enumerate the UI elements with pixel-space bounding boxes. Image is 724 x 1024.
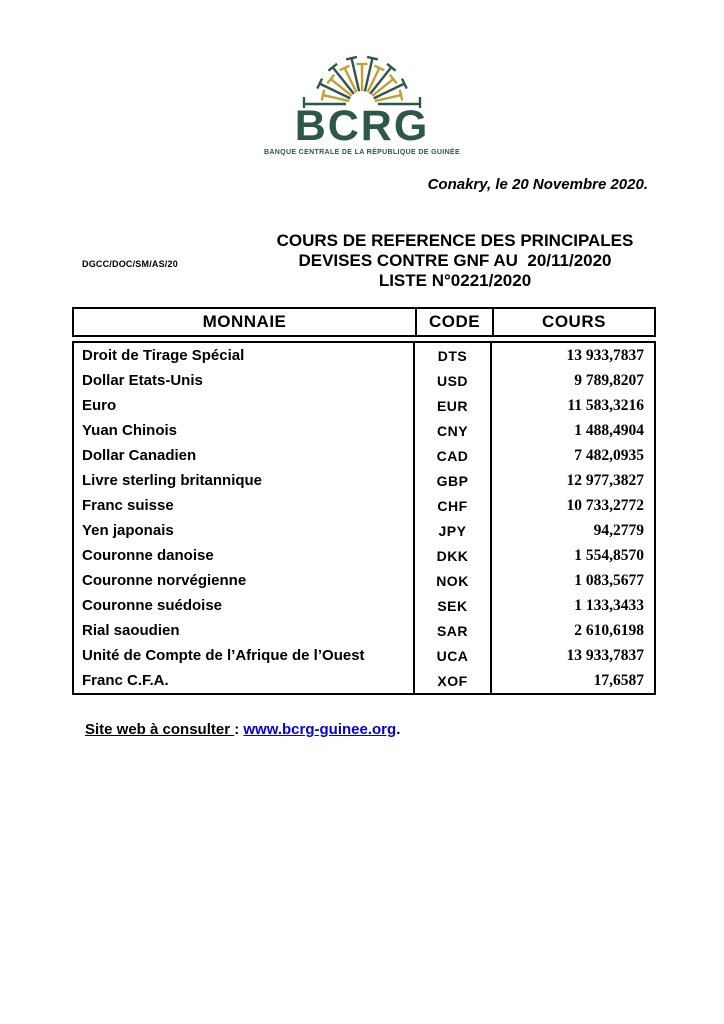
cell-code: SEK (415, 593, 492, 618)
table-row (74, 343, 654, 368)
document-title (155, 231, 724, 291)
site-label: Site web à consulter (85, 721, 235, 738)
date-line: Conakry, le 20 Novembre 2020. (427, 176, 648, 193)
cell-monnaie: Franc C.F.A. (74, 668, 415, 693)
header-monnaie: MONNAIE (202, 312, 287, 331)
cell-cours: 1 133,3433 (574, 596, 644, 614)
cell-cours: 1 554,8570 (574, 546, 644, 564)
reference-code: DGCC/DOC/SM/AS/20 (82, 259, 178, 269)
cell-code: CAD (415, 443, 492, 468)
cell-monnaie: Dollar Canadien (74, 443, 415, 468)
table-row (74, 368, 654, 393)
cell-monnaie: Dollar Etats-Unis (74, 368, 415, 393)
table-header-row (72, 307, 656, 337)
header-code: CODE (415, 309, 492, 335)
cell-monnaie: Couronne norvégienne (74, 568, 415, 593)
table-row (74, 668, 654, 693)
table-row (74, 443, 654, 468)
cell-code: GBP (415, 468, 492, 493)
table-row (74, 593, 654, 618)
cell-cours: 2 610,6198 (574, 621, 644, 639)
cell-monnaie: Yen japonais (74, 518, 415, 543)
cell-monnaie: Livre sterling britannique (74, 468, 415, 493)
cell-code: CHF (415, 493, 492, 518)
cell-code: JPY (415, 518, 492, 543)
cell-cours: 13 933,7837 (566, 646, 644, 664)
table-row (74, 493, 654, 518)
cell-cours: 17,6587 (593, 671, 644, 689)
bcrg-logo (0, 48, 724, 156)
table-row (74, 643, 654, 668)
title-line-1: COURS DE REFERENCE DES PRINCIPALES (276, 231, 634, 250)
cell-monnaie: Couronne suédoise (74, 593, 415, 618)
cell-code: XOF (415, 668, 492, 693)
cell-cours: 10 733,2772 (566, 496, 644, 514)
table-row (74, 393, 654, 418)
cell-cours: 9 789,8207 (574, 371, 644, 389)
cell-monnaie: Couronne danoise (74, 543, 415, 568)
cell-code: DTS (415, 343, 492, 368)
cell-cours: 94,2779 (593, 521, 644, 539)
cell-code: USD (415, 368, 492, 393)
cell-monnaie: Unité de Compte de l’Afrique de l’Ouest (74, 643, 415, 668)
cell-monnaie: Euro (74, 393, 415, 418)
cell-code: NOK (415, 568, 492, 593)
cell-monnaie: Rial saoudien (74, 618, 415, 643)
table-row (74, 543, 654, 568)
table-body (72, 341, 656, 695)
footer-separator: : (234, 721, 240, 738)
cell-cours: 1 083,5677 (574, 571, 644, 589)
table-row (74, 568, 654, 593)
table-row (74, 518, 654, 543)
cell-cours: 12 977,3827 (566, 471, 644, 489)
table-row (74, 468, 654, 493)
table-row (74, 418, 654, 443)
bcrg-rays-icon (290, 48, 434, 108)
bcrg-acronym: BCRG (294, 102, 430, 150)
title-line-3: LISTE N°0221/2020 (378, 271, 532, 290)
cell-cours: 11 583,3216 (567, 396, 644, 414)
header-cours: COURS (492, 309, 654, 335)
table-row (74, 618, 654, 643)
bcrg-tagline: BANQUE CENTRALE DE LA RÉPUBLIQUE DE GUINÉE (263, 148, 461, 156)
exchange-rates-table (72, 307, 656, 695)
cell-code: CNY (415, 418, 492, 443)
cell-monnaie: Yuan Chinois (74, 418, 415, 443)
cell-monnaie: Franc suisse (74, 493, 415, 518)
cell-monnaie: Droit de Tirage Spécial (74, 343, 415, 368)
footer-period: . (396, 721, 401, 738)
title-line-2: DEVISES CONTRE GNF AU 20/11/2020 (298, 251, 612, 270)
cell-code: EUR (415, 393, 492, 418)
cell-cours: 1 488,4904 (574, 421, 644, 439)
cell-cours: 7 482,0935 (574, 446, 644, 464)
cell-code: DKK (415, 543, 492, 568)
cell-code: UCA (415, 643, 492, 668)
cell-code: SAR (415, 618, 492, 643)
cell-cours: 13 933,7837 (566, 346, 644, 364)
footer-note (85, 721, 400, 738)
website-link[interactable]: www.bcrg-guinee.org (243, 721, 397, 738)
